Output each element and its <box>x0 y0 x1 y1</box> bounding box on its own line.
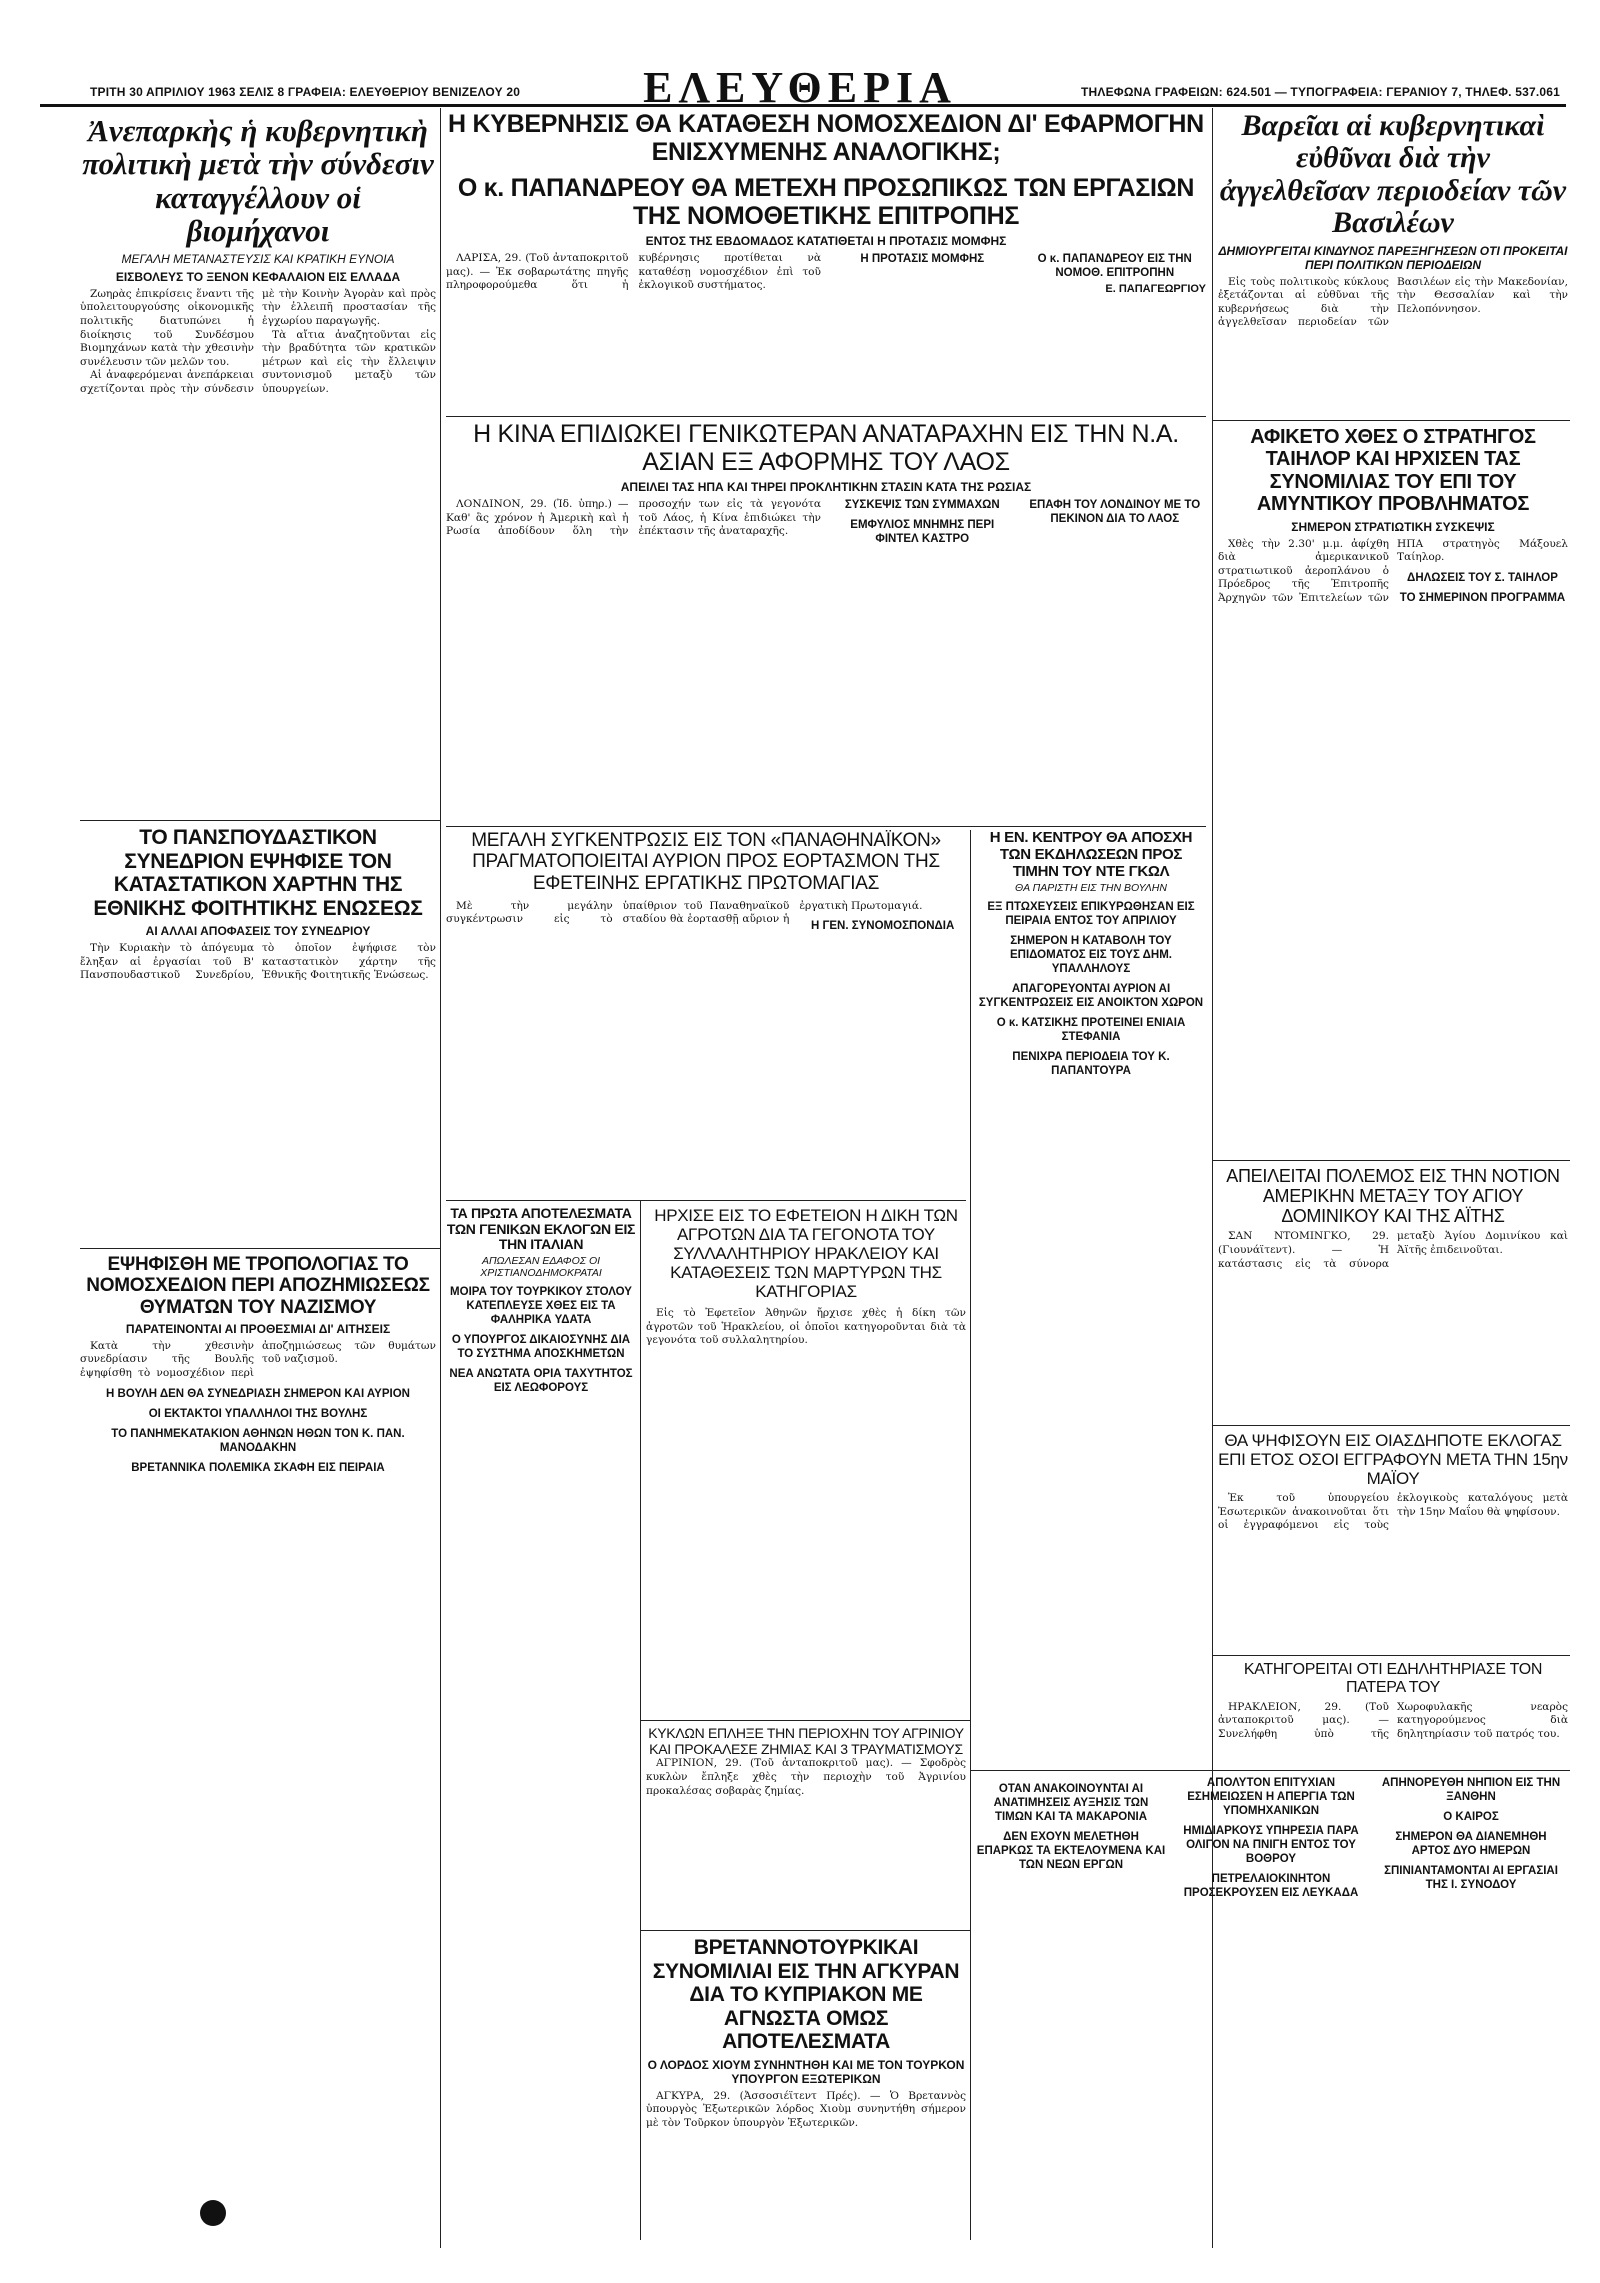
separator <box>80 820 440 821</box>
article-regencies <box>1218 110 1568 410</box>
brief-heading: ΑΠΗΝΟΡΕΥΘΗ ΝΗΠΙΟΝ ΕΙΣ ΤΗΝ ΞΑΝΘΗΝ <box>1381 1777 1561 1803</box>
brief-heading: ΤΟ ΠΑΝΗΜΕΚΑΤΑΚΙΟΝ ΑΘΗΝΩΝ ΗΘΩΝ ΤΟΝ Κ. ΠΑΝ. ΜΑΝΟΔΑΚΗΝ <box>111 1427 405 1454</box>
masthead-title: ΕΛΕΥΘΕΡΙΑ <box>643 63 957 112</box>
article-body <box>1218 1492 1568 1533</box>
paragraph: Κατὰ τὴν χθεσινὴν συνεδρίασιν τῆς Βουλῆς ἐψηφίσθη τὸ νομοσχέδιον περὶ ἀποζημιώσεως τῶν θυμάτων τοῦ ναζισμοῦ. <box>80 1339 436 1379</box>
headline: ΒΡΕΤΑΝΝΟΤΟΥΡΚΙΚΑΙ ΣΥΝΟΜΙΛΙΑΙ ΕΙΣ ΤΗΝ ΑΓΚΥΡΑΝ ΔΙΑ ΤΟ ΚΥΠΡΙΑΚΟΝ ΜΕ ΑΓΝΩΣΤΑ ΟΜΩΣ ΑΠΟΤΕΛΕΣΜΑΤΑ <box>652 1936 960 2054</box>
paragraph: ΗΡΑΚΛΕΙΟΝ, 29. (Τοῦ ἀνταποκριτοῦ μας). — Συνελήφθη ὑπὸ τῆς Χωροφυλακῆς νεαρὸς κατηγορούμενος διὰ δηλητηρίασιν τοῦ πατρός του. <box>1218 1700 1568 1740</box>
paragraph: Μὲ τὴν μεγάλην συγκέντρωσιν εἰς τὸ ὑπαίθριον τοῦ Παναθηναϊκοῦ σταδίου θὰ ἑορτασθῇ αὔριον ἡ ἐργατικὴ Πρωτομαγιά. <box>446 899 923 926</box>
separator <box>1212 420 1570 421</box>
brief-heading: ΒΡΕΤΑΝΝΙΚΑ ΠΟΛΕΜΙΚΑ ΣΚΑΦΗ ΕΙΣ ΠΕΙΡΑΙΑ <box>131 1461 385 1474</box>
headline: Η ΚΥΒΕΡΝΗΣΙΣ ΘΑ ΚΑΤΑΘΕΣΗ ΝΟΜΟΣΧΕΔΙΟΝ ΔΙ' ΕΦΑΡΜΟΓΗΝ ΕΝΙΣΧΥΜΕΝΗΣ ΑΝΑΛΟΓΙΚΗΣ; <box>448 110 1204 166</box>
article-body <box>1218 1701 1568 1742</box>
headline: ΤΟ ΠΑΝΣΠΟΥΔΑΣΤΙΚΟΝ ΣΥΝΕΔΡΙΟΝ ΕΨΗΦΙΣΕ ΤΟΝ ΚΑΤΑΣΤΑΤΙΚΟΝ ΧΑΡΤΗΝ ΤΗΣ ΕΘΝΙΚΗΣ ΦΟΙΤΗΤΙΚΗΣ ΕΝΩΣΕΩΣ <box>93 826 423 920</box>
article-industry <box>80 110 436 810</box>
brief-heading: Η ΒΟΥΛΗ ΔΕΝ ΘΑ ΣΥΝΕΔΡΙΑΣΗ ΣΗΜΕΡΟΝ ΚΑΙ ΑΥΡΙΟΝ <box>106 1387 410 1400</box>
brief-heading: ΑΠΑΓΟΡΕΥΟΝΤΑΙ ΑΥΡΙΟΝ ΑΙ ΣΥΓΚΕΝΤΡΩΣΕΙΣ ΕΙΣ ΑΝΟΙΚΤΟΝ ΧΩΡΟΝ <box>978 983 1204 1010</box>
masthead-date-line: ΤΡΙΤΗ 30 ΑΠΡΙΛΙΟΥ 1963 ΣΕΛΙΣ 8 ΓΡΑΦΕΙΑ: ΕΛΕΥΘΕΡΙΟΥ ΒΕΝΙΖΕΛΟΥ 20 <box>90 85 521 99</box>
box-heading: ΕΜΦΥΛΙΟΣ ΜΝΗΜΗΣ ΠΕΡΙ ΦΙΝΤΕΛ ΚΑΣΤΡΟ <box>850 519 995 545</box>
headline: Ἀνεπαρκὴς ἡ κυβερνητικὴ πολιτικὴ μετὰ τὴν σύνδεσιν καταγγέλλουν οἱ βιομήχανοι <box>82 113 434 249</box>
article-cyclone <box>646 1726 966 1806</box>
subheadline: ΣΗΜΕΡΟΝ ΣΤΡΑΤΙΩΤΙΚΗ ΣΥΣΚΕΨΙΣ <box>1291 519 1495 534</box>
brief-heading: ΣΗΜΕΡΟΝ ΘΑ ΔΙΑΝΕΜΗΘΗ ΑΡΤΟΣ ΔΥΟ ΗΜΕΡΩΝ <box>1395 1831 1547 1857</box>
brief-heading: ΔΕΝ ΕΧΟΥΝ ΜΕΛΕΤΗΘΗ ΕΠΑΡΚΩΣ ΤΑ ΕΚΤΕΛΟΥΜΕΝΑ ΚΑΙ ΤΩΝ ΝΕΩΝ ΕΡΓΩΝ <box>976 1831 1166 1871</box>
article-victims <box>80 1254 436 2244</box>
article-panathinaikon <box>446 830 966 1210</box>
separator <box>1212 1655 1570 1656</box>
box-heading: ΤΟ ΣΗΜΕΡΙΝΟΝ ΠΡΟΓΡΑΜΜΑ <box>1399 591 1566 604</box>
brief-heading: ΣΠΙΝΙΑΝΤΑΜΟΝΤΑΙ ΑΙ ΕΡΓΑΣΙΑΙ ΤΗΣ Ι. ΣΥΝΟΔΟΥ <box>1384 1865 1558 1891</box>
headline: ΑΠΕΙΛΕΙΤΑΙ ΠΟΛΕΜΟΣ ΕΙΣ ΤΗΝ ΝΟΤΙΟΝ ΑΜΕΡΙΚΗΝ ΜΕΤΑΞΥ ΤΟΥ ΑΓΙΟΥ ΔΟΜΙΝΙΚΟΥ ΚΑΙ ΤΗΣ ΑΪΤΗΣ <box>1226 1166 1560 1227</box>
paragraph: ΣΑΝ ΝΤΟΜΙΝΓΚΟ, 29. (Γιουνάϊτεντ). — Ἡ κατάστασις εἰς τὰ σύνορα μεταξὺ Ἁγίου Δομινίκου καὶ Ἀϊτῆς ἐπιδεινοῦται. <box>1218 1230 1568 1270</box>
box-heading: Η ΓΕΝ. ΣΥΝΟΜΟΣΠΟΝΔΙΑ <box>810 920 955 933</box>
column-rule <box>970 830 971 2240</box>
paragraph: Εἰς τὸ Ἐφετεῖον Ἀθηνῶν ἤρχισε χθὲς ἡ δίκη τῶν ἀγροτῶν τοῦ Ἡρακλείου, οἱ ὁποῖοι κατηγοροῦνται διὰ τὰ γεγονότα τοῦ συλλαλητηρίου. <box>646 1307 966 1347</box>
masthead-phone-line: ΤΗΛΕΦΩΝΑ ΓΡΑΦΕΙΩΝ: 624.501 — ΤΥΠΟΓΡΑΦΕΙΑ: ΓΕΡΑΝΙΟΥ 7, ΤΗΛΕΦ. 537.061 <box>1080 85 1560 99</box>
brief-heading: ΑΠΟΛΥΤΟΝ ΕΠΙΤΥΧΙΑΝ ΕΣΗΜΕΙΩΣΕΝ Η ΑΠΕΡΓΙΑ ΤΩΝ ΥΠΟΜΗΧΑΝΙΚΩΝ <box>1187 1777 1355 1817</box>
box-heading: ΔΗΛΩΣΕΙΣ ΤΟΥ Σ. ΤΑΙΗΛΟΡ <box>1407 571 1558 584</box>
paragraph: Τὴν Κυριακὴν τὸ ἀπόγευμα ἔληξαν αἱ ἐργασίαι τοῦ Β' Πανσπουδαστικοῦ Συνεδρίου, τὸ ὁποῖον ἐψήφισε τὸν καταστατικὸν χάρτην τῆς Ἐθνικῆς Φοιτητικῆς Ἑνώσεως. <box>80 942 436 982</box>
box-heading: ΕΠΑΦΗ ΤΟΥ ΛΟΝΔΙΝΟΥ ΜΕ ΤΟ ΠΕΚΙΝΟΝ ΔΙΑ ΤΟ ΛΑΟΣ <box>1029 499 1201 525</box>
article-cyprus <box>646 1936 966 2236</box>
brief-heading: ΗΜΙΔΙΑΡΚΟΥΣ ΥΠΗΡΕΣΙΑ ΠΑΡΑ ΟΛΙΓΟΝ ΝΑ ΠΝΙΓΗ ΕΝΤΟΣ ΤΟΥ ΒΟΘΡΟΥ <box>1183 1825 1359 1865</box>
brief-heading: ΝΕΑ ΑΝΩΤΑΤΑ ΟΡΙΑ ΤΑΧΥΤΗΤΟΣ ΕΙΣ ΛΕΩΦΟΡΟΥΣ <box>449 1368 633 1395</box>
paragraph: ΛΟΝΔΙΝΟΝ, 29. (Ἰδ. ὑπηρ.) — Καθ' ἃς χρόνον ἡ Ἀμερικὴ καὶ ἡ Ρωσία ἀποδίδουν ὅλη τὴν προσοχήν των εἰς τὰ γεγονότα τοῦ Λάος, ἡ Κίνα ἐπιδιώκει τὴν ἐπέκτασιν τῆς ἀναταραχῆς. <box>446 498 821 538</box>
headline: ΘΑ ΨΗΦΙΣΟΥΝ ΕΙΣ ΟΙΑΣΔΗΠΟΤΕ ΕΚΛΟΓΑΣ ΕΠΙ ΕΤΟΣ ΟΣΟΙ ΕΓΓΡΑΦΟΥΝ ΜΕΤΑ ΤΗΝ 15ην ΜΑΪΟΥ <box>1218 1431 1568 1489</box>
brief-heading: ΣΗΜΕΡΟΝ Η ΚΑΤΑΒΟΛΗ ΤΟΥ ΕΠΙΔΟΜΑΤΟΣ ΕΙΣ ΤΟΥΣ ΔΗΜ. ΥΠΑΛΛΗΛΟΥΣ <box>1010 935 1172 976</box>
ink-blot <box>200 2200 226 2226</box>
paragraph: Χθὲς τὴν 2.30' μ.μ. ἀφίχθη διὰ ἀμερικανικοῦ στρατιωτικοῦ ἀεροπλάνου ὁ Πρόεδρος τῆς Ἐπιτροπῆς Ἀρχηγῶν τῶν Ἐπιτελείων τῶν ΗΠΑ στρατηγὸς Μάξουελ Ταίηλορ. <box>1218 537 1568 604</box>
separator <box>640 1930 970 1931</box>
article-body <box>1218 276 1568 330</box>
article-body <box>646 1307 966 1348</box>
headline: Ο κ. ΠΑΠΑΝΔΡΕΟΥ ΘΑ ΜΕΤΕΧΗ ΠΡΟΣΩΠΙΚΩΣ ΤΩΝ ΕΡΓΑΣΙΩΝ ΤΗΣ ΝΟΜΟΘΕΤΙΚΗΣ ΕΠΙΤΡΟΠΗΣ <box>457 174 1195 230</box>
paragraph: Ἐκ τοῦ ὑπουργείου Ἐσωτερικῶν ἀνακοινοῦται ὅτι οἱ ἐγγραφόμενοι εἰς τοὺς ἐκλογικοὺς καταλόγους μετὰ τὴν 15ην Μαΐου θὰ ψηφίσουν. <box>1218 1492 1568 1532</box>
brief-heading: ΕΞ ΠΤΩΧΕΥΣΕΙΣ ΕΠΙΚΥΡΩΘΗΣΑΝ ΕΙΣ ΠΕΙΡΑΙΑ ΕΝΤΟΣ ΤΟΥ ΑΠΡΙΛΙΟΥ <box>987 901 1195 928</box>
article-father <box>1218 1661 1568 1761</box>
headline: ΚΑΤΗΓΟΡΕΙΤΑΙ ΟΤΙ ΕΔΗΛΗΤΗΡΙΑΣΕ ΤΟΝ ΠΑΤΕΡΑ ΤΟΥ <box>1243 1661 1543 1696</box>
separator <box>446 416 1206 417</box>
separator <box>1212 1160 1570 1161</box>
separator <box>446 826 1206 827</box>
article-body <box>1218 538 1568 607</box>
box-heading: ΣΥΣΚΕΨΙΣ ΤΩΝ ΣΥΜΜΑΧΩΝ <box>844 499 1000 511</box>
briefs-section <box>976 1776 1566 2246</box>
article-body <box>446 900 966 934</box>
paragraph: Ζωηρὰς ἐπικρίσεις ἕναντι τῆς ὑπολειτουργούσης οἰκονομικῆς πολιτικῆς διατυπώνει ἡ διοίκησις τοῦ Συνδέσμου Βιομηχάνων κατὰ τὴν χθεσινὴν συνέλευσιν τῶν μελῶν του. <box>80 287 254 368</box>
separator <box>1212 1425 1570 1426</box>
article-trial <box>646 1206 966 1526</box>
subheadline: ΕΙΣΒΟΛΕΥΣ ΤΟ ΞΕΝΟΝ ΚΕΦΑΛΑΙΟΝ ΕΙΣ ΕΛΛΑΔΑ <box>115 269 401 284</box>
brief-heading: ΟΙ ΕΚΤΑΚΤΟΙ ΥΠΑΛΛΗΛΟΙ ΤΗΣ ΒΟΥΛΗΣ <box>148 1407 368 1420</box>
article-body <box>446 252 1206 297</box>
paragraph: ΑΓΡΙΝΙΟΝ, 29. (Τοῦ ἀνταποκριτοῦ μας). — Σφοδρὸς κυκλὼν ἔπληξε χθὲς τὴν περιοχὴν τοῦ Ἀγρινίου προκαλέσας σοβαρὰς ζημίας. <box>646 1757 966 1797</box>
paragraph: Τὰ αἴτια ἀναζητοῦνται εἰς τὴν βραδύτητα τῶν κρατικῶν μέτρων καὶ εἰς τὴν ἔλλειψιν συντονισμοῦ μεταξὺ τῶν ὑπουργείων. <box>262 328 436 396</box>
headline: ΗΡΧΙΣΕ ΕΙΣ ΤΟ ΕΦΕΤΕΙΟΝ Η ΔΙΚΗ ΤΩΝ ΑΓΡΟΤΩΝ ΔΙΑ ΤΑ ΓΕΓΟΝΟΤΑ ΤΟΥ ΣΥΛΛΑΛΗΤΗΡΙΟΥ ΗΡΑΚΛΕΙΟΥ ΚΑΙ ΚΑΤΑΘΕΣΕΙΣ ΤΩΝ ΜΑΡΤΥΡΩΝ ΤΗΣ ΚΑΤΗΓΟΡΙΑΣ <box>654 1206 958 1302</box>
article-dominican <box>1218 1166 1568 1366</box>
separator <box>446 1200 966 1201</box>
headline: Η ΕΝ. ΚΕΝΤΡΟΥ ΘΑ ΑΠΟΣΧΗ ΤΩΝ ΕΚΔΗΛΩΣΕΩΝ ΠΡΟΣ ΤΙΜΗΝ ΤΟΥ ΝΤΕ ΓΚΩΛ <box>989 830 1193 880</box>
article-taylor <box>1218 426 1568 856</box>
article-body <box>646 2090 966 2131</box>
article-body <box>80 288 436 397</box>
headline: ΜΕΓΑΛΗ ΣΥΓΚΕΝΤΡΩΣΙΣ ΕΙΣ ΤΟΝ «ΠΑΝΑΘΗΝΑΪΚΟΝ» ΠΡΑΓΜΑΤΟΠΟΙΕΙΤΑΙ ΑΥΡΙΟΝ ΠΡΟΣ ΕΟΡΤΑΣΜΟΝ ΤΗΣ ΕΦΕΤΕΙΝΗΣ ΕΡΓΑΤΙΚΗΣ ΠΡΩΤΟΜΑΓΙΑΣ <box>471 830 941 894</box>
article-body <box>1218 1230 1568 1271</box>
separator <box>80 1248 440 1249</box>
paragraph: Εἰς τοὺς πολιτικοὺς κύκλους ἐξετάζονται αἱ εὐθῦναι τῆς κυβερνήσεως διὰ τὴν ἀγγελθεῖσαν περιοδείαν τῶν Βασιλέων εἰς τὴν Μακεδονίαν, τὴν Θεσσαλίαν καὶ τὴν Πελοπόννησον. <box>1218 275 1568 329</box>
article-students <box>80 826 436 1246</box>
article-voting <box>1218 1431 1568 1631</box>
article-body <box>80 1340 436 1381</box>
article-kennedy <box>976 830 1206 1510</box>
brief-heading: ΜΟΙΡΑ ΤΟΥ ΤΟΥΡΚΙΚΟΥ ΣΤΟΛΟΥ ΚΑΤΕΠΛΕΥΣΕ ΧΘΕΣ ΕΙΣ ΤΑ ΦΑΛΗΡΙΚΑ ΥΔΑΤΑ <box>450 1286 632 1327</box>
headline: ΑΦΙΚΕΤΟ ΧΘΕΣ Ο ΣΤΡΑΤΗΓΟΣ ΤΑΙΗΛΟΡ ΚΑΙ ΗΡΧΙΣΕΝ ΤΑΣ ΣΥΝΟΜΙΛΙΑΣ ΤΟΥ ΕΠΙ ΤΟΥ ΑΜΥΝΤΙΚΟΥ ΠΡΟΒΛΗΜΑΤΟΣ <box>1250 426 1536 516</box>
box-heading: Ο κ. ΠΑΠΑΝΔΡΕΟΥ ΕΙΣ ΤΗΝ ΝΟΜΟΘ. ΕΠΙΤΡΟΠΗΝ <box>1037 253 1192 279</box>
brief-heading: Ο ΥΠΟΥΡΓΟΣ ΔΙΚΑΙΟΣΥΝΗΣ ΔΙΑ ΤΟ ΣΥΣΤΗΜΑ ΑΠΟΣΚΗΜΕΤΩΝ <box>451 1334 631 1361</box>
masthead-rule <box>40 104 1566 107</box>
subheadline: ΠΑΡΑΤΕΙΝΟΝΤΑΙ ΑΙ ΠΡΟΘΕΣΜΙΑΙ ΔΙ' ΑΙΤΗΣΕΙΣ <box>125 1321 391 1336</box>
headline: ΕΨΗΦΙΣΘΗ ΜΕ ΤΡΟΠΟΛΟΓΙΑΣ ΤΟ ΝΟΜΟΣΧΕΔΙΟΝ ΠΕΡΙ ΑΠΟΖΗΜΙΩΣΕΩΣ ΘΥΜΑΤΩΝ ΤΟΥ ΝΑΖΙΣΜΟΥ <box>86 1254 430 1318</box>
headline: Η ΚΙΝΑ ΕΠΙΔΙΩΚΕΙ ΓΕΝΙΚΩΤΕΡΑΝ ΑΝΑΤΑΡΑΧΗΝ ΕΙΣ ΤΗΝ Ν.Α. ΑΣΙΑΝ ΕΞ ΑΦΟΡΜΗΣ ΤΟΥ ΛΑΟΣ <box>473 420 1179 476</box>
brief-heading: ΟΤΑΝ ΑΝΑΚΟΙΝΟΥΝΤΑΙ ΑΙ ΑΝΑΤΙΜΗΣΕΙΣ ΑΥΞΗΣΙΣ ΤΩΝ ΤΙΜΩΝ ΚΑΙ ΤΑ ΜΑΚΑΡΟΝΙΑ <box>993 1783 1149 1823</box>
brief-heading: Ο κ. ΚΑΤΣΙΚΗΣ ΠΡΟΤΕΙΝΕΙ ΕΝΙΑΙΑ ΣΤΕΦΑΝΙΑ <box>996 1017 1186 1044</box>
article-china <box>446 420 1206 820</box>
article-italy <box>446 1206 636 2236</box>
headline: ΤΑ ΠΡΩΤΑ ΑΠΟΤΕΛΕΣΜΑΤΑ ΤΩΝ ΓΕΝΙΚΩΝ ΕΚΛΟΓΩΝ ΕΙΣ ΤΗΝ ΙΤΑΛΙΑΝ <box>446 1206 636 1253</box>
subheadline: ΜΕΓΑΛΗ ΜΕΤΑΝΑΣΤΕΥΣΙΣ ΚΑΙ ΚΡΑΤΙΚΗ ΕΥΝΟΙΑ <box>121 251 395 266</box>
box-heading: Η ΠΡΟΤΑΣΙΣ ΜΟΜΦΗΣ <box>860 253 985 265</box>
headline: ΚΥΚΛΩΝ ΕΠΛΗΞΕ ΤΗΝ ΠΕΡΙΟΧΗΝ ΤΟΥ ΑΓΡΙΝΙΟΥ ΚΑΙ ΠΡΟΚΑΛΕΣΕ ΖΗΜΙΑΣ ΚΑΙ 3 ΤΡΑΥΜΑΤΙΣΜΟΥΣ <box>648 1726 964 1757</box>
byline: Ε. ΠΑΠΑΓΕΩΡΓΙΟΥ <box>1105 283 1206 295</box>
column-rule <box>440 108 441 2248</box>
subheadline: ΑΠΩΛΕΣΑΝ ΕΔΑΦΟΣ ΟΙ ΧΡΙΣΤΙΑΝΟΔΗΜΟΚΡΑΤΑΙ <box>480 1255 602 1280</box>
paragraph: ΑΓΚΥΡΑ, 29. (Ἀσσοσιέϊτεντ Πρές). — Ὁ Βρεταννὸς ὑπουργὸς Ἐξωτερικῶν λόρδος Χιοὺμ συνηντήθη σήμερον μὲ τὸν Τοῦρκον ὑπουργὸν Ἐξωτερικῶν. <box>646 2089 966 2129</box>
subheadline: ΘΑ ΠΑΡΙΣΤΗ ΕΙΣ ΤΗΝ ΒΟΥΛΗΝ <box>1015 882 1167 895</box>
separator <box>970 1770 1570 1771</box>
brief-heading: ΠΕΝΙΧΡΑ ΠΕΡΙΟΔΕΙΑ ΤΟΥ Κ. ΠΑΠΑΝΤΟΥΡΑ <box>1012 1051 1170 1078</box>
subheadline: ΕΝΤΟΣ ΤΗΣ ΕΒΔΟΜΑΔΟΣ ΚΑΤΑΤΙΘΕΤΑΙ Η ΠΡΟΤΑΣΙΣ ΜΟΜΦΗΣ <box>645 234 1007 248</box>
separator <box>640 1720 970 1721</box>
subheadline: ΔΗΜΙΟΥΡΓΕΙΤΑΙ ΚΙΝΔΥΝΟΣ ΠΑΡΕΞΗΓΗΣΕΩΝ ΟΤΙ ΠΡΟΚΕΙΤΑΙ ΠΕΡΙ ΠΟΛΙΤΙΚΩΝ ΠΕΡΙΟΔΕΙΩΝ <box>1218 243 1568 272</box>
headline: Βαρεῖαι αἱ κυβερνητικαὶ εὐθῦναι διὰ τὴν ἀγγελθεῖσαν περιοδείαν τῶν Βασιλέων <box>1219 110 1567 240</box>
paragraph: ΛΑΡΙΣΑ, 29. (Τοῦ ἀνταποκριτοῦ μας). — Ἐκ σοβαρωτάτης πηγῆς πληροφορούμεθα ὅτι ἡ κυβέρνησις προτίθεται νὰ καταθέσῃ νομοσχέδιον ἐπὶ τοῦ ἐκλογικοῦ συστήματος. <box>446 252 821 292</box>
paragraph: Αἱ ἀναφερόμεναι ἀνεπάρκειαι σχετίζονται πρὸς τὴν σύνδεσιν μὲ τὴν Κοινὴν Ἀγορὰν καὶ πρὸς τὴν ἐλλειπῆ προστασίαν τῆς ἐγχωρίου παραγωγῆς. <box>80 287 436 396</box>
article-body <box>80 942 436 983</box>
subheadline: ΑΠΕΙΛΕΙ ΤΑΣ ΗΠΑ ΚΑΙ ΤΗΡΕΙ ΠΡΟΚΛΗΤΙΚΗΝ ΣΤΑΣΙΝ ΚΑΤΑ ΤΗΣ ΡΩΣΙΑΣ <box>620 480 1032 494</box>
brief-heading: Ο ΚΑΙΡΟΣ <box>1443 1811 1499 1823</box>
article-body <box>446 498 1206 546</box>
subheadline: Ο ΛΟΡΔΟΣ ΧΙΟΥΜ ΣΥΝΗΝΤΗΘΗ ΚΑΙ ΜΕ ΤΟΝ ΤΟΥΡΚΟΝ ΥΠΟΥΡΓΟΝ ΕΞΩΤΕΡΙΚΩΝ <box>647 2057 965 2086</box>
brief-heading: ΠΕΤΡΕΛΑΙΟΚΙΝΗΤΟΝ ΠΡΟΣΕΚΡΟΥΣΕΝ ΕΙΣ ΛΕΥΚΑΔΑ <box>1183 1873 1359 1899</box>
subheadline: ΑΙ ΑΛΛΑΙ ΑΠΟΦΑΣΕΙΣ ΤΟΥ ΣΥΝΕΔΡΙΟΥ <box>145 924 371 939</box>
article-body <box>646 1757 966 1798</box>
